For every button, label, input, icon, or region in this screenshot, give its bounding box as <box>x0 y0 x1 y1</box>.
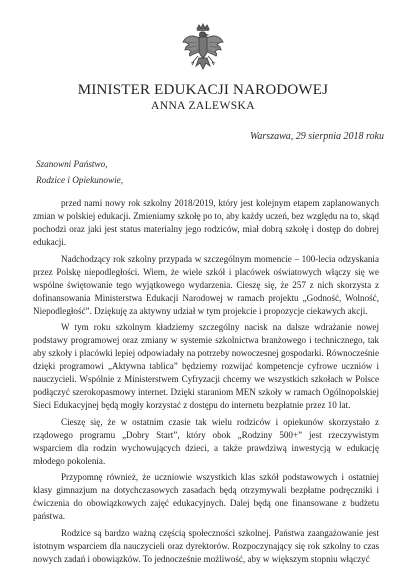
salutation-line-1: Szanowni Państwo, <box>36 159 108 169</box>
minister-name: ANNA ZALEWSKA <box>151 100 255 112</box>
paragraph-3: W tym roku szkolnym kładziemy szczególny nacisk na dalsze wdrażanie nowej podstawy programowej oraz zmiany w systemie szkolnictwa branżowego i technicznego, tak aby szkoły i placówki lepiej odpowiadały na potrzeby nowoczesnej gospodarki. Równocześnie dzięki programowi „Aktywna tablica” będziemy rozwijać kompetencje cyfrowe uczniów i nauczycieli. Wspólnie z Ministerstwem Cyfryzacji chcemy we wszystkich szkołach w Polsce podłączyć szerokopasmowy internet. Dzięki staraniom MEN szkoły w ramach Ogólnopolskiej Sieci Edukacyjnej będą mogły korzystać z dostępu do internetu bezpłatnie przez 10 lat. <box>33 322 379 410</box>
minister-title: MINISTER EDUKACJI NARODOWEJ <box>77 82 329 98</box>
salutation-line-2: Rodzice i Opiekunowie, <box>36 175 124 185</box>
polish-eagle-emblem-icon <box>180 22 226 74</box>
paragraph-6: Rodzice są bardzo ważną częścią społeczności szkolnej. Państwa zaangażowanie jest istotnym wsparciem dla nauczycieli oraz dyrektorów. Rozpoczynający się rok szkolny to czas nowych zadań i obowiązków. To jednocześnie możliwość, aby w większym stopniu włączyć <box>33 527 379 564</box>
paragraph-2: Nadchodzący rok szkolny przypada w szczególnym momencie – 100-lecia odzyskania przez Polskę niepodległości. Wiem, że wiele szkół i placówek oświatowych włączy się we wspólne świętowanie tego wyjątkowego wydarzenia. Cieszę się, że 257 z nich skorzysta z dofinansowania Ministerstwa Edukacji Narodowej w ramach projektu „Godność, Wolność, Niepodległość”. Dziękuję za aktywny udział w tym projekcie i propozycje ciekawych akcji. <box>33 253 379 316</box>
dateline: Warszawa, 29 sierpnia 2018 roku <box>250 131 384 142</box>
paragraph-4: Cieszę się, że w ostatnim czasie tak wielu rodziców i opiekunów skorzystało z rządowego programu „Dobry Start”, który obok „Rodziny 500+” jest rzeczywistym wsparciem dla rodzin wychowujących dzieci, a także prawdziwą inwestycją w edukację młodego pokolenia. <box>33 416 379 466</box>
paragraph-1: przed nami nowy rok szkolny 2018/2019, który jest kolejnym etapem zaplanowanych zmian w polskiej edukacji. Zmieniamy szkołę po to, aby każdy uczeń, bez względu na to, skąd pochodzi oraz jaki jest status materialny jego rodziców, miał dobrą szkołę i dostęp do dobrej edukacji. <box>33 198 379 247</box>
paragraph-5: Przypomnę również, że uczniowie wszystkich klas szkół podstawowych i ostatniej klasy gimnazjum na dotychczasowych zasadach będą otrzymywali bezpłatne podręczniki i ćwiczenia do obowiązkowych zajęć edukacyjnych. Dalej będą one finansowane z budżetu państwa. <box>33 472 379 521</box>
salutation <box>36 156 123 188</box>
letter-body <box>33 197 379 569</box>
